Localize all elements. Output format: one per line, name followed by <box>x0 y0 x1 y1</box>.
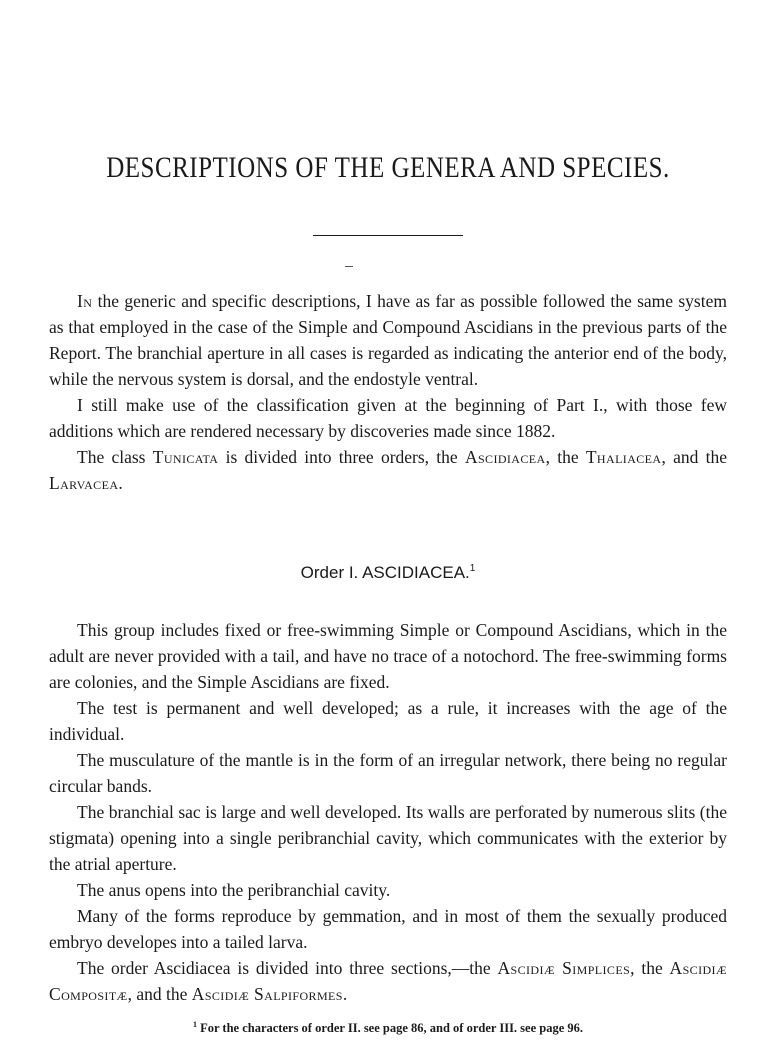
body-paragraph: This group includes fixed or free-swimming Simple or Compound Ascidians, which in the adult are never provided with a tail, and have no trace of a notochord. The free-swimming forms are colonies, and the Simple Ascidians are fixed. <box>49 620 727 692</box>
section-body <box>49 617 727 1007</box>
section-heading-text: Order I. ASCIDIACEA. <box>300 563 470 582</box>
paragraph-text: the generic and specific descriptions, I have as far as possible followed the same system as that employed in the case of the Simple and Compound Ascidians in the previous parts of the Report. The branchial aperture in all cases is regarded as indicating the anterior end of the body, while the nervous system is dorsal, and the endostyle ventral. <box>49 291 727 389</box>
text-run: , and the <box>661 447 727 467</box>
body-paragraph: Many of the forms reproduce by gemmation, and in most of them the sexually produced embryo developes into a tailed larva. <box>49 906 727 952</box>
print-speck <box>345 266 353 267</box>
taxon-name: Larvacea <box>49 473 119 493</box>
intro-paragraph <box>49 288 727 392</box>
body-paragraph: The anus opens into the peribranchial cavity. <box>77 880 391 900</box>
taxon-name: Ascidiacea <box>464 447 546 467</box>
taxon-name: Thaliacea <box>585 447 662 467</box>
taxon-name: Ascidiæ Compositæ <box>49 958 727 1004</box>
text-run: The class <box>77 447 153 467</box>
drop-lead-word: In <box>77 291 93 311</box>
taxon-name: Ascidiæ Simplices <box>497 958 631 978</box>
page-title: DESCRIPTIONS OF THE GENERA AND SPECIES. <box>106 152 670 185</box>
footnote <box>0 1020 776 1036</box>
body-paragraph: The test is permanent and well developed; as a rule, it increases with the age of the individual. <box>49 698 727 744</box>
text-run: , the <box>630 958 670 978</box>
text-run: . <box>118 473 123 493</box>
footnote-text: For the characters of order II. see page 86, and of order III. see page 96. <box>196 1021 584 1035</box>
section-heading <box>0 563 776 583</box>
body-paragraph <box>49 955 727 1007</box>
intro-section <box>49 288 727 496</box>
text-run: The order Ascidiacea is divided into three sections,—the <box>77 958 498 978</box>
footnote-reference: 1 <box>469 563 476 574</box>
taxon-name: Ascidiæ Salpiformes <box>191 984 343 1004</box>
intro-paragraph <box>49 444 727 496</box>
footnote-mark: 1 <box>192 1020 197 1029</box>
title-divider <box>313 235 463 236</box>
body-paragraph: The branchial sac is large and well developed. Its walls are perforated by numerous slits (the stigmata) opening into a single peribranchial cavity, which communicates with the exterior by the atrial aperture. <box>49 802 727 874</box>
taxon-name: Tunicata <box>152 447 219 467</box>
text-run: . <box>342 984 348 1004</box>
text-run: , and the <box>127 984 192 1004</box>
intro-paragraph: I still make use of the classification given at the beginning of Part I., with those few additions which are rendered necessary by discoveries made since 1882. <box>49 395 727 441</box>
text-run: , the <box>545 447 586 467</box>
text-run: is divided into three orders, the <box>218 447 465 467</box>
body-paragraph: The musculature of the mantle is in the form of an irregular network, there being no regular circular bands. <box>49 750 727 796</box>
